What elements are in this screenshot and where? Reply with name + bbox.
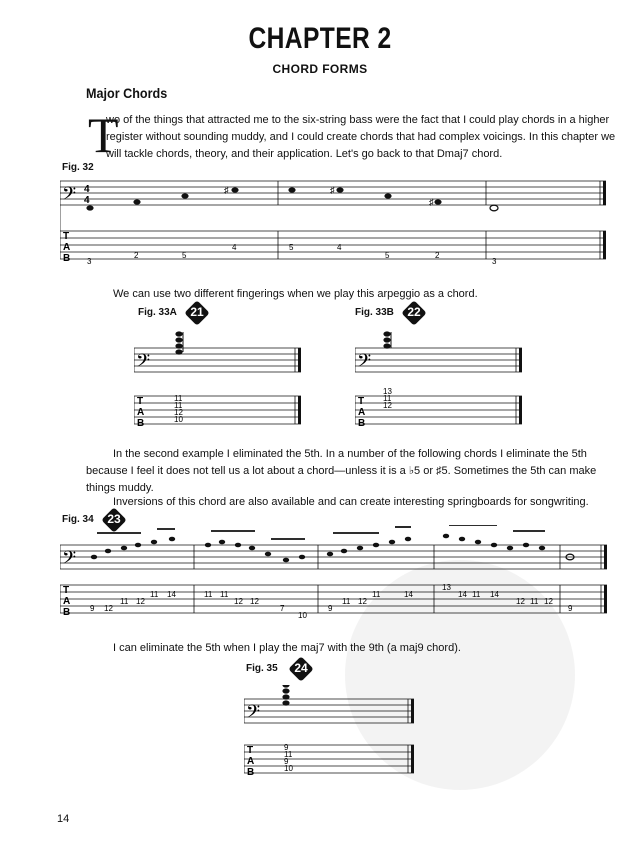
tab-fret: 5 bbox=[385, 251, 390, 260]
fig32-label: Fig. 32 bbox=[62, 162, 94, 173]
svg-text:T: T bbox=[63, 585, 70, 596]
text-maj9: I can eliminate the 5th when I play the maj7 with the 9th (a maj9 chord). bbox=[113, 642, 461, 654]
tab-fret: 12 bbox=[383, 401, 392, 410]
tab-fret: 11 bbox=[372, 590, 381, 599]
text-second-1: In the second example I eliminated the 5th. In a number of the following chords I eliminate the 5th bbox=[113, 448, 587, 460]
tab-fret: 11 bbox=[530, 597, 539, 606]
tab-fret: 11 bbox=[174, 401, 183, 410]
svg-text:A: A bbox=[63, 596, 71, 607]
svg-text:T: T bbox=[358, 396, 365, 407]
svg-text:T: T bbox=[247, 745, 254, 756]
svg-text:♯: ♯ bbox=[429, 197, 434, 207]
svg-text:B: B bbox=[63, 607, 71, 618]
tab-fret: 11 bbox=[472, 590, 481, 599]
page-number: 14 bbox=[57, 813, 70, 825]
fig34-tab-numbers bbox=[90, 583, 573, 620]
tab-fret: 11 bbox=[220, 590, 229, 599]
tab-fret: 9 bbox=[90, 604, 95, 613]
text-second-3: things muddy. bbox=[86, 482, 154, 494]
tab-fret: 5 bbox=[289, 243, 294, 252]
bass-clef-icon: 𝄢 bbox=[62, 183, 77, 208]
tab-fret: 10 bbox=[298, 611, 307, 620]
chapter-title: CHAPTER 2 bbox=[248, 22, 392, 55]
tab-fret: 9 bbox=[284, 757, 289, 766]
drop-cap: T bbox=[88, 107, 119, 163]
fig33a-notation bbox=[134, 330, 304, 430]
tab-fret: 11 bbox=[120, 597, 129, 606]
tab-fret: 13 bbox=[442, 583, 451, 592]
svg-text:B: B bbox=[358, 418, 366, 429]
tab-fret: 9 bbox=[284, 743, 289, 752]
tab-fret: 4 bbox=[232, 243, 237, 252]
time-sig-bottom: 4 bbox=[84, 195, 90, 206]
tab-fret: 12 bbox=[358, 597, 367, 606]
tab-fret: 11 bbox=[150, 590, 159, 599]
bass-clef-icon: 𝄢 bbox=[246, 701, 261, 726]
intro-line-1: wo of the things that attracted me to the six-string bass were the fact that I could play chords in a higher bbox=[106, 114, 610, 126]
fig33a-label: Fig. 33A bbox=[138, 307, 177, 318]
text-second-4: Inversions of this chord are also available and can create interesting springboards for songwriting. bbox=[113, 496, 589, 508]
intro-line-3: will tackle chords, theory, and their application. Let's go back to that Dmaj7 chord. bbox=[106, 148, 503, 160]
tab-fret: 7 bbox=[280, 604, 285, 613]
fig32-sharps bbox=[224, 185, 434, 207]
tab-fret: 4 bbox=[337, 243, 342, 252]
text-fingerings: We can use two different fingerings when we play this arpeggio as a chord. bbox=[113, 288, 478, 300]
tab-fret: 12 bbox=[234, 597, 243, 606]
intro-line-2: register without sounding muddy, and I could create chords that had complex voicings. In this chapter we bbox=[106, 131, 616, 143]
fig34-beams bbox=[97, 525, 545, 539]
tab-fret: 10 bbox=[284, 764, 293, 773]
fig33b-notation bbox=[355, 330, 525, 430]
tab-fret: 2 bbox=[435, 251, 440, 260]
svg-text:♯: ♯ bbox=[224, 185, 229, 195]
tab-fret: 12 bbox=[516, 597, 525, 606]
tab-fret: 3 bbox=[87, 257, 92, 266]
tab-fret: 14 bbox=[458, 590, 467, 599]
fig34-label: Fig. 34 bbox=[62, 514, 94, 525]
svg-text:A: A bbox=[63, 242, 71, 253]
fig33b-label: Fig. 33B bbox=[355, 307, 394, 318]
fig35-label: Fig. 35 bbox=[246, 663, 278, 674]
svg-text:B: B bbox=[137, 418, 145, 429]
tab-fret: 12 bbox=[250, 597, 259, 606]
track-number: 22 bbox=[407, 305, 421, 319]
tab-fret: 14 bbox=[167, 590, 176, 599]
bass-clef-icon: 𝄢 bbox=[136, 350, 151, 375]
tab-fret: 9 bbox=[568, 604, 573, 613]
tab-fret: 11 bbox=[284, 750, 293, 759]
svg-text:A: A bbox=[358, 407, 366, 418]
bass-clef-icon: 𝄢 bbox=[62, 547, 77, 572]
tab-fret: 10 bbox=[174, 415, 183, 424]
svg-text:♯: ♯ bbox=[330, 185, 335, 195]
track-number: 23 bbox=[107, 512, 121, 526]
fig32-notation bbox=[60, 175, 610, 270]
tab-fret: 11 bbox=[204, 590, 213, 599]
tab-fret: 12 bbox=[136, 597, 145, 606]
bass-clef-icon: 𝄢 bbox=[357, 350, 372, 375]
tab-fret: 2 bbox=[134, 251, 139, 260]
svg-text:A: A bbox=[247, 756, 255, 767]
tab-fret: 14 bbox=[404, 590, 413, 599]
svg-text:B: B bbox=[63, 253, 71, 264]
svg-text:B: B bbox=[247, 767, 255, 778]
tab-fret: 14 bbox=[490, 590, 499, 599]
svg-text:T: T bbox=[137, 396, 144, 407]
tab-fret: 11 bbox=[342, 597, 351, 606]
tab-fret: 11 bbox=[174, 394, 183, 403]
tab-fret: 12 bbox=[174, 408, 183, 417]
tab-fret: 12 bbox=[544, 597, 553, 606]
fig35-notation bbox=[244, 685, 419, 785]
tab-clef bbox=[63, 231, 70, 264]
tab-fret: 13 bbox=[383, 387, 392, 396]
tab-fret: 9 bbox=[328, 604, 333, 613]
fig34-notation bbox=[60, 525, 610, 625]
fig32-tab-numbers bbox=[87, 243, 497, 266]
svg-text:T: T bbox=[63, 231, 70, 242]
track-number: 24 bbox=[294, 661, 308, 675]
tab-fret: 11 bbox=[383, 394, 392, 403]
tab-fret: 5 bbox=[182, 251, 187, 260]
tab-fret: 12 bbox=[104, 604, 113, 613]
tab-fret: 3 bbox=[492, 257, 497, 266]
track-number: 21 bbox=[190, 305, 204, 319]
svg-text:A: A bbox=[137, 407, 145, 418]
section-heading: Major Chords bbox=[86, 85, 168, 101]
time-sig-top: 4 bbox=[84, 184, 90, 195]
text-second-2: because I feel it does not tell us a lot about a chord—unless it is a ♭5 or ♯5. Sometimes the 5th can make bbox=[86, 465, 597, 477]
chapter-subtitle: CHORD FORMS bbox=[272, 62, 368, 76]
